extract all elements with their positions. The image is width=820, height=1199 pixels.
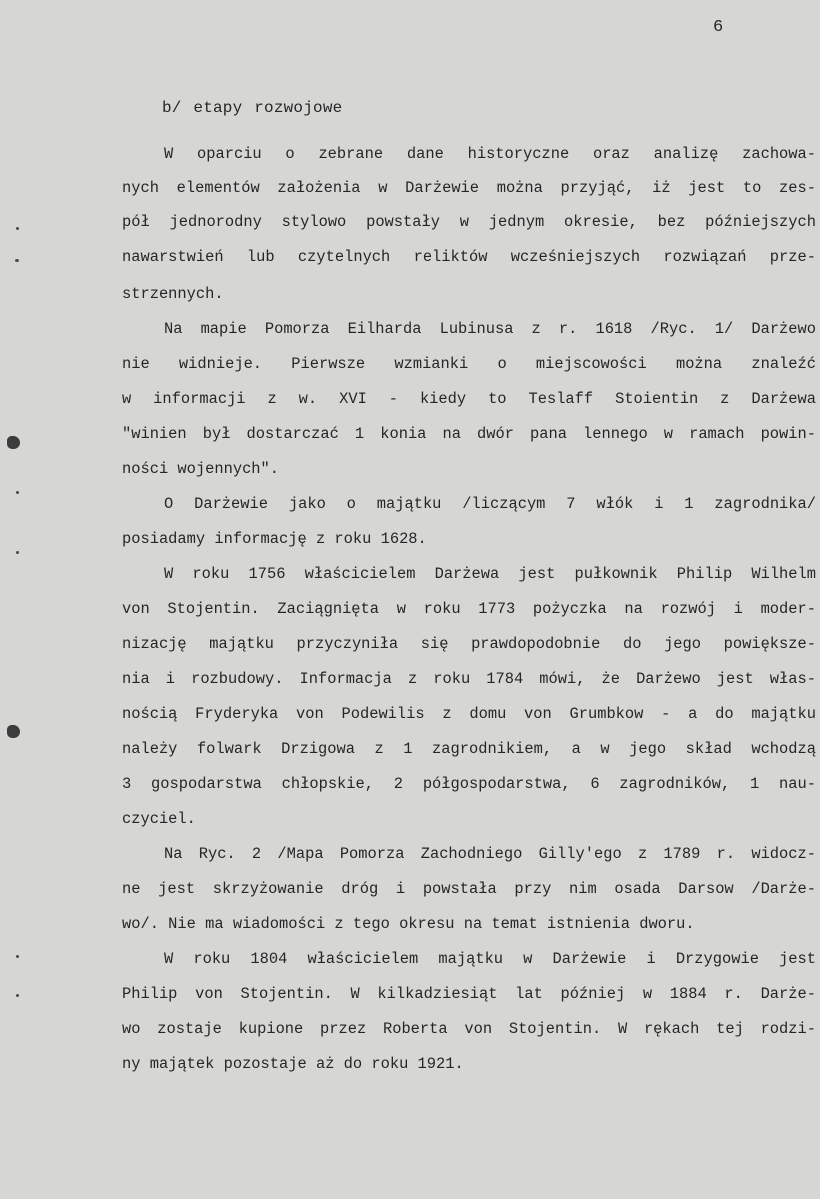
text-line: 3 gospodarstwa chłopskie, 2 półgospodarstwa, 6 zagrodników, 1 nau- (122, 775, 816, 793)
text-line: W roku 1804 właścicielem majątku w Darżewie i Drzygowie jest (164, 950, 816, 968)
text-line: wo/. Nie ma wiadomości z tego okresu na temat istnienia dworu. (122, 915, 695, 933)
text-line: nych elementów założenia w Darżewie można przyjąć, iż jest to zes- (122, 179, 816, 197)
section-heading: b/ etapy rozwojowe (162, 99, 343, 117)
margin-dot-icon (16, 491, 19, 494)
margin-dot-icon (16, 551, 19, 554)
text-line: Philip von Stojentin. W kilkadziesiąt lat później w 1884 r. Darże- (122, 985, 816, 1003)
text-line: nawarstwień lub czytelnych reliktów wcześniejszych rozwiązań prze- (122, 248, 816, 266)
text-line: O Darżewie jako o majątku /liczącym 7 włók i 1 zagrodnika/ (164, 495, 816, 513)
text-line: W roku 1756 właścicielem Darżewa jest pułkownik Philip Wilhelm (164, 565, 816, 583)
ink-blot-icon (7, 725, 20, 738)
text-line: czyciel. (122, 810, 196, 828)
margin-dot-icon (16, 994, 19, 997)
text-line: ne jest skrzyżowanie dróg i powstała przy nim osada Darsow /Darże- (122, 880, 816, 898)
margin-dot-icon (15, 259, 19, 262)
page-number: 6 (713, 18, 724, 37)
ink-blot-icon (7, 436, 20, 449)
text-line: wo zostaje kupione przez Roberta von Stojentin. W rękach tej rodzi- (122, 1020, 816, 1038)
text-line: nie widnieje. Pierwsze wzmianki o miejscowości można znaleźć (122, 355, 816, 373)
text-line: ny majątek pozostaje aż do roku 1921. (122, 1055, 464, 1073)
text-line: nizację majątku przyczyniła się prawdopodobnie do jego powiększe- (122, 635, 816, 653)
text-line: posiadamy informację z roku 1628. (122, 530, 427, 548)
text-line: nością Fryderyka von Podewilis z domu von Grumbkow - a do majątku (122, 705, 816, 723)
text-line: Na mapie Pomorza Eilharda Lubinusa z r. 1618 /Ryc. 1/ Darżewo (164, 320, 816, 338)
text-line: ności wojennych". (122, 460, 280, 478)
text-line: Na Ryc. 2 /Mapa Pomorza Zachodniego Gilly'ego z 1789 r. widocz- (164, 845, 816, 863)
text-line: w informacji z w. XVI - kiedy to Teslaff Stoientin z Darżewa (122, 390, 816, 408)
text-line: W oparciu o zebrane dane historyczne oraz analizę zachowa- (164, 145, 816, 163)
text-line: nia i rozbudowy. Informacja z roku 1784 mówi, że Darżewo jest włas- (122, 670, 816, 688)
text-line: strzennych. (122, 285, 224, 303)
margin-dot-icon (16, 227, 19, 230)
text-line: należy folwark Drzigowa z 1 zagrodnikiem, a w jego skład wchodzą (122, 740, 816, 758)
text-line: pół jednorodny stylowo powstały w jednym okresie, bez późniejszych (122, 213, 816, 231)
margin-dot-icon (16, 955, 19, 958)
text-line: "winien był dostarczać 1 konia na dwór pana lennego w ramach powin- (122, 425, 816, 443)
text-line: von Stojentin. Zaciągnięta w roku 1773 pożyczka na rozwój i moder- (122, 600, 816, 618)
